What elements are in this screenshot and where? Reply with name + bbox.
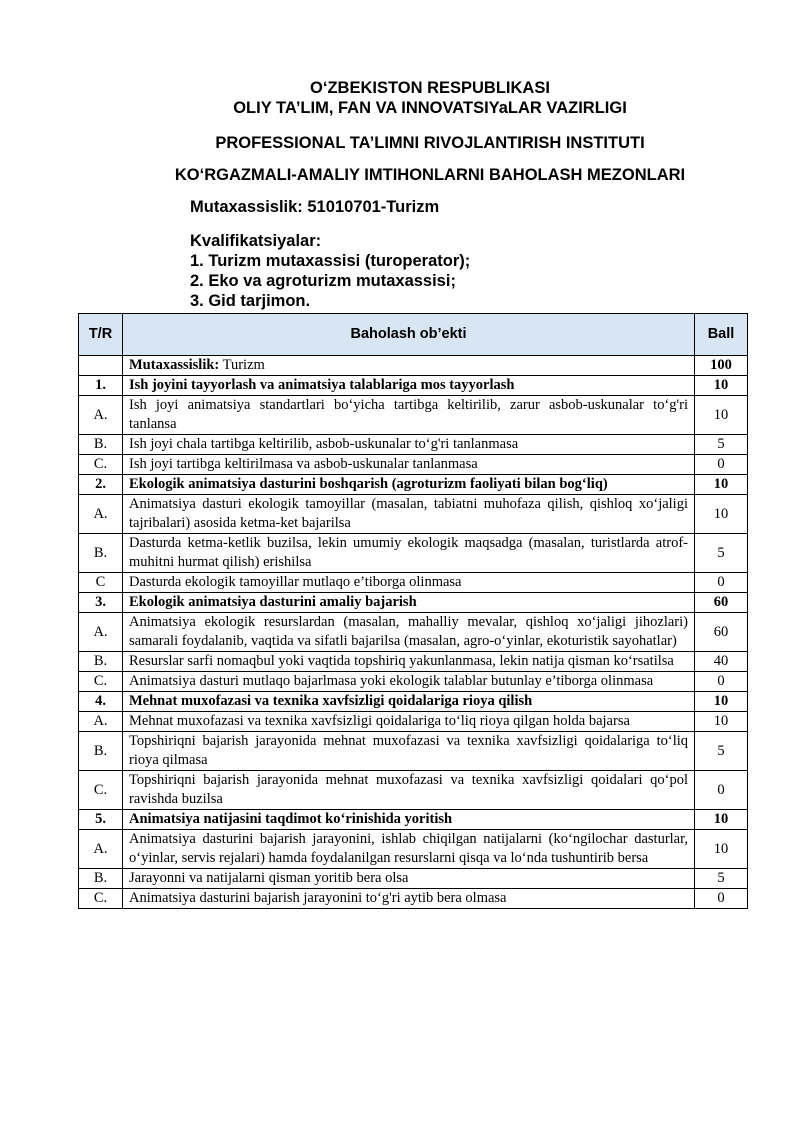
row-score: 10 [695,810,748,830]
column-header-score: Ball [695,314,748,356]
row-number: B. [79,869,123,889]
criterion-row [79,652,748,672]
row-score: 0 [695,672,748,692]
row-description: Jarayonni va natijalarni qisman yoritib bera olsa [123,869,695,889]
row-number: 4. [79,692,123,712]
row-score: 5 [695,435,748,455]
criterion-row [79,534,748,573]
criterion-row [79,396,748,435]
row-description: Mehnat muxofazasi va texnika xavfsizligi qoidalariga to‘liq rioya qilgan holda bajarsa [123,712,695,732]
row-number: B. [79,732,123,771]
qualifications-block [190,231,470,311]
row-number: B. [79,435,123,455]
row-description: Ish joyi tartibga keltirilmasa va asbob-uskunalar tanlanmasa [123,455,695,475]
row-score: 0 [695,889,748,909]
criterion-row [79,672,748,692]
row-score: 10 [695,495,748,534]
row-description: Ekologik animatsiya dasturini boshqarish (agroturizm faoliyati bilan bog‘liq) [123,475,695,495]
criterion-row [79,732,748,771]
row-number: A. [79,495,123,534]
row-description: Animatsiya ekologik resurslardan (masalan, mahalliy mevalar, qishloq xo‘jaligi jihozlari) samarali foydalanib, vaqtida va sifatli bajarilsa (masalan, agro-o‘yinlar, ekoturistik sayohatlar) [123,613,695,652]
row-number: C. [79,672,123,692]
qualifications-heading: Kvalifikatsiyalar: [190,232,322,250]
summary-score: 100 [695,356,748,376]
row-score: 10 [695,396,748,435]
row-number: 1. [79,376,123,396]
criterion-row [79,573,748,593]
row-description: Ekologik animatsiya dasturini amaliy bajarish [123,593,695,613]
row-description: Dasturda ekologik tamoyillar mutlaqo e’tiborga olinmasa [123,573,695,593]
section-row [79,692,748,712]
row-score: 0 [695,573,748,593]
criterion-row [79,455,748,475]
row-description: Mehnat muxofazasi va texnika xavfsizligi qoidalariga rioya qilish [123,692,695,712]
row-number: A. [79,613,123,652]
row-score: 60 [695,593,748,613]
row-score: 10 [695,475,748,495]
row-score: 10 [695,712,748,732]
row-score: 0 [695,455,748,475]
row-score: 60 [695,613,748,652]
row-description: Animatsiya dasturi ekologik tamoyillar (masalan, tabiatni muhofaza qilish, qishloq xo‘jaligi tajribalari) asosida ketma-ket bajarilsa [123,495,695,534]
row-description: Topshiriqni bajarish jarayonida mehnat muxofazasi va texnika xavfsizligi qoidalari qo‘pol ravishda buzilsa [123,771,695,810]
row-description: Animatsiya dasturi mutlaqo bajarlmasa yoki ekologik talablar butunlay e’tiborga olinmasa [123,672,695,692]
criterion-row [79,495,748,534]
criteria-table [78,313,748,909]
column-header-object: Baholash ob’ekti [123,314,695,356]
section-row [79,376,748,396]
row-description: Resurslar sarfi nomaqbul yoki vaqtida topshiriq yakunlanmasa, lekin natija qisman ko‘rsatilsa [123,652,695,672]
row-number: 2. [79,475,123,495]
row-score: 40 [695,652,748,672]
row-number: A. [79,712,123,732]
row-description: Animatsiya natijasini taqdimot ko‘rinishida yoritish [123,810,695,830]
row-number: A. [79,396,123,435]
criterion-row [79,771,748,810]
country-title: O‘ZBEKISTON RESPUBLIKASI [310,79,550,97]
criterion-row [79,712,748,732]
speciality-label: Mutaxassislik: 51010701-Turizm [190,198,440,216]
criterion-row [79,613,748,652]
row-description: Ish joyi animatsiya standartlari bo‘yicha tartibga keltirilib, zarur asbob-uskunalar to‘g'ri tanlansa [123,396,695,435]
qualification-item: 3. Gid tarjimon. [190,292,311,310]
row-score: 10 [695,692,748,712]
row-description: Dasturda ketma-ketlik buzilsa, lekin umumiy ekologik maqsadga (masalan, turistlarda atrof-muhitni hurmat qilish) erishilsa [123,534,695,573]
row-score: 5 [695,534,748,573]
row-description: Topshiriqni bajarish jarayonida mehnat muxofazasi va texnika xavfsizligi qoidalariga to‘liq rioya qilmasa [123,732,695,771]
row-description: Ish joyini tayyorlash va animatsiya talablariga mos tayyorlash [123,376,695,396]
criterion-row [79,830,748,869]
row-score: 10 [695,376,748,396]
summary-row [79,356,748,376]
summary-label: Mutaxassislik: [129,357,220,373]
row-number: B. [79,534,123,573]
row-description: Animatsiya dasturini bajarish jarayonini, ishlab chiqilgan natijalarni (ko‘ngilochar dasturlar, o‘yinlar, servis rejalari) hamda foydalanilgan resurslarni qisqa va lo‘nda tushuntirib bersa [123,830,695,869]
row-number: 3. [79,593,123,613]
summary-cell [123,356,695,376]
section-row [79,810,748,830]
row-score: 0 [695,771,748,810]
document-title: KO‘RGAZMALI-AMALIY IMTIHONLARNI BAHOLASH MEZONLARI [174,166,686,184]
row-description: Ish joyi chala tartibga keltirilib, asbob-uskunalar to‘g'ri tanlanmasa [123,435,695,455]
section-row [79,475,748,495]
table-body [79,356,748,909]
row-number: B. [79,652,123,672]
row-description: Animatsiya dasturini bajarish jarayonini to‘g'ri aytib bera olmasa [123,889,695,909]
row-number: C [79,573,123,593]
qualification-item: 1. Turizm mutaxassisi (turoperator); [190,252,471,270]
section-row [79,593,748,613]
row-number: 5. [79,810,123,830]
criterion-row [79,889,748,909]
institute-title: PROFESSIONAL TA’LIMNI RIVOJLANTIRISH INSTITUTI [215,134,645,152]
summary-value: Turizm [219,357,265,373]
row-number: C. [79,455,123,475]
row-score: 5 [695,869,748,889]
row-number: A. [79,830,123,869]
row-number: C. [79,889,123,909]
row-score: 10 [695,830,748,869]
criterion-row [79,435,748,455]
table-header-row [79,314,748,356]
row-number: C. [79,771,123,810]
ministry-title: OLIY TA’LIM, FAN VA INNOVATSIYaLAR VAZIRLIGI [233,99,627,117]
criterion-row [79,869,748,889]
column-header-number: T/R [79,314,123,356]
summary-number [79,356,123,376]
row-score: 5 [695,732,748,771]
qualification-item: 2. Eko va agroturizm mutaxassisi; [190,272,456,290]
